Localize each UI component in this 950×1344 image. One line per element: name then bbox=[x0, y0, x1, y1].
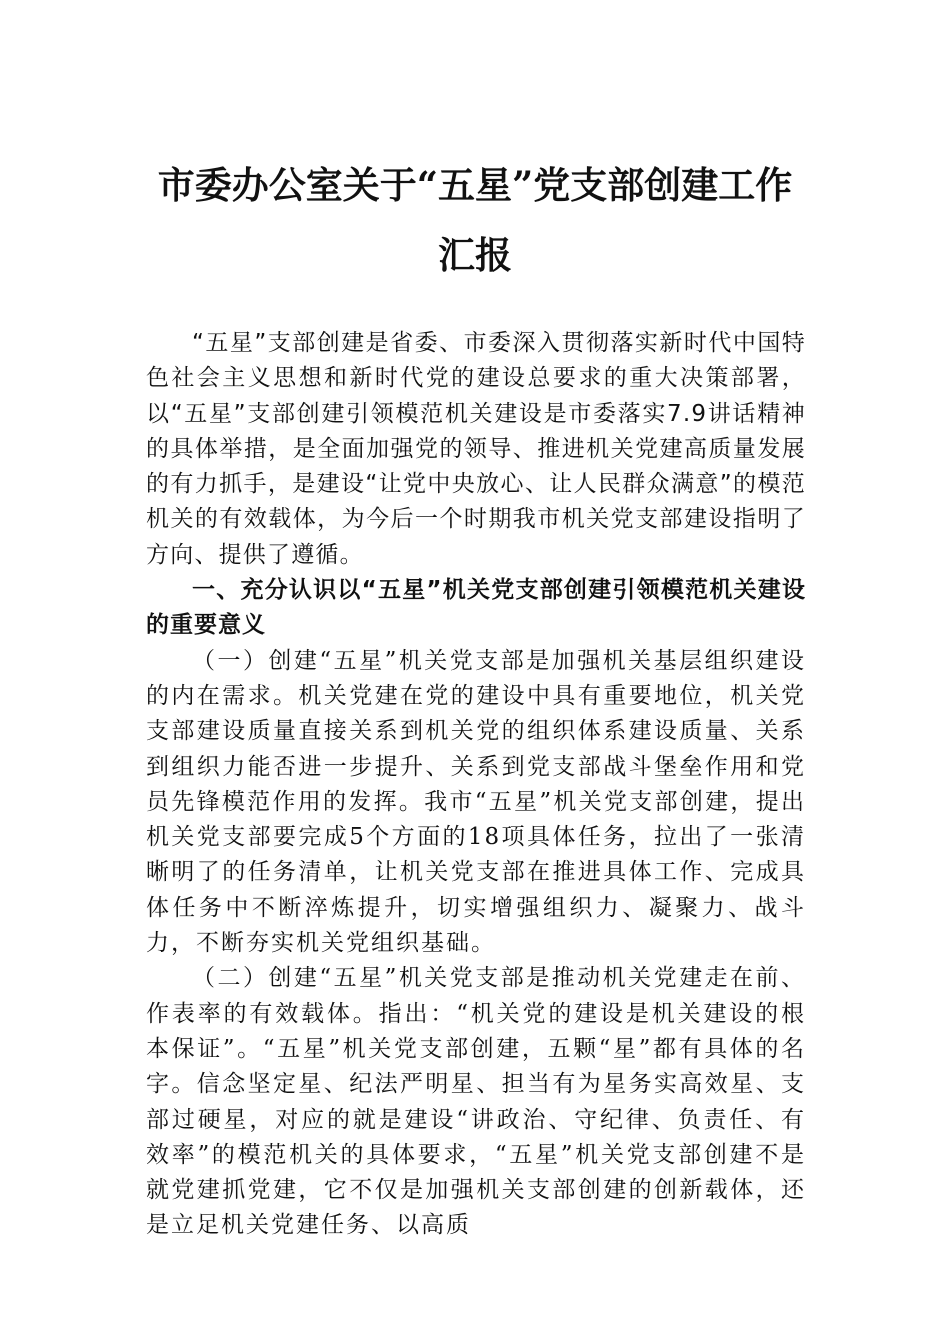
subsection-paragraph-1: （一）创建“五星”机关党支部是加强机关基层组织建设的内在需求。机关党建在党的建设中具有重要地位，机关党支部建设质量直接关系到机关党的组织体系建设质量、关系到组织力能否进一步提升、关系到党支部战斗堡垒作用和党员先锋模范作用的发挥。我市“五星”机关党支部创建，提出机关党支部要完成5个方面的18项具体任务，拉出了一张清晰明了的任务清单，让机关党支部在推进具体工作、完成具体任务中不断淬炼提升，切实增强组织力、凝聚力、战斗力，不断夯实机关党组织基础。 bbox=[146, 647, 806, 957]
section-heading-1: 一、充分认识以“五星”机关党支部创建引领模范机关建设的重要意义 bbox=[146, 577, 806, 639]
intro-paragraph: “五星”支部创建是省委、市委深入贯彻落实新时代中国特色社会主义思想和新时代党的建设总要求的重大决策部署，以“五星”支部创建引领模范机关建设是市委落实7.9讲话精神的具体举措，是全面加强党的领导、推进机关党建高质量发展的有力抓手，是建设“让党中央放心、让人民群众满意”的模范机关的有效载体，为今后一个时期我市机关党支部建设指明了方向、提供了遵循。 bbox=[146, 330, 806, 568]
document-title-line-2: 汇报 bbox=[438, 233, 512, 277]
subsection-paragraph-2: （二）创建“五星”机关党支部是推动机关党建走在前、作表率的有效载体。指出：“机关党的建设是机关建设的根本保证”。“五星”机关党支部创建，五颗“星”都有具体的名字。信念坚定星、纪法严明星、担当有为星务实高效星、支部过硬星，对应的就是建设“讲政治、守纪律、负责任、有效率”的模范机关的具体要求，“五星”机关党支部创建不是就党建抓党建，它不仅是加强机关支部创建的创新载体，还是立足机关党建任务、以高质 bbox=[146, 965, 806, 1239]
document-title-line-1: 市委办公室关于“五星”党支部创建工作 bbox=[157, 163, 793, 207]
document-body bbox=[146, 326, 806, 1244]
